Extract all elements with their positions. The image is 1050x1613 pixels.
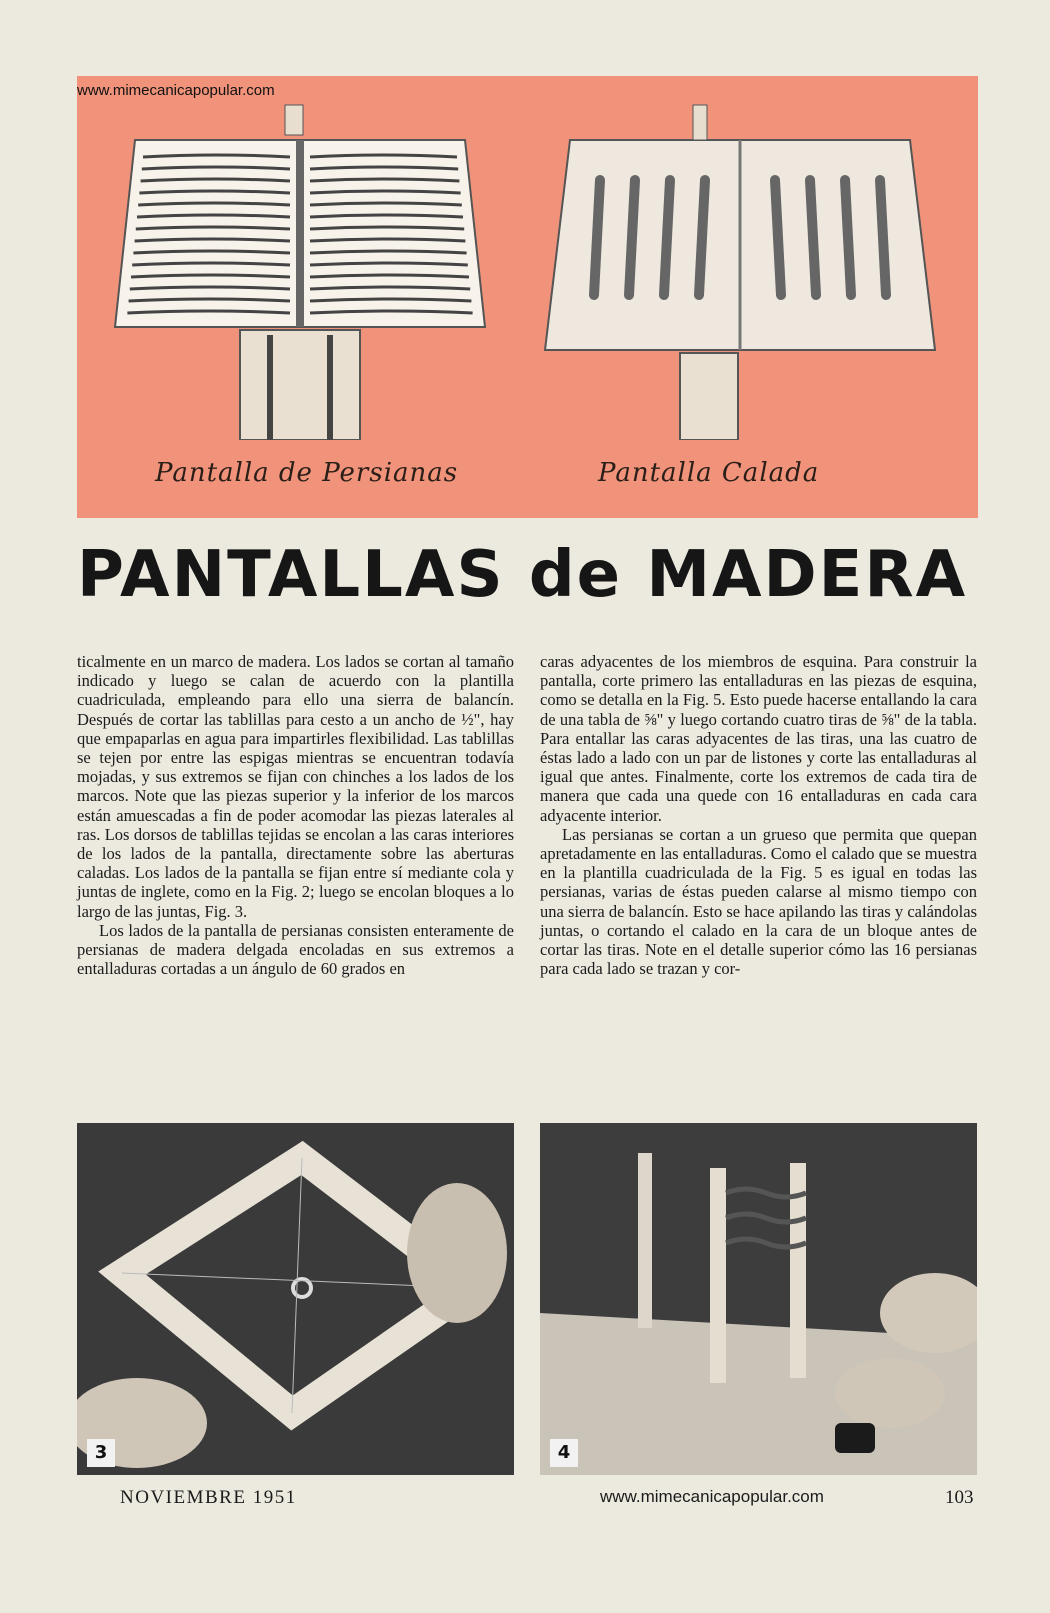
pierced-slot xyxy=(775,180,781,295)
page-number: 103 xyxy=(945,1487,974,1508)
text-column-left xyxy=(77,652,514,978)
pierced-slot xyxy=(699,180,705,295)
site-url-footer[interactable]: www.mimecanicapopular.com xyxy=(600,1487,824,1506)
photo-figure-4 xyxy=(540,1123,977,1475)
pierced-slot xyxy=(810,180,816,295)
figure-number-4: 4 xyxy=(550,1439,578,1467)
louvered-lamp-illustration xyxy=(95,95,515,440)
paragraph: caras adyacentes de los miembros de esquina. Para construir la pantalla, corte primero las entalladuras en las piezas de esquina, como se detalla en la Fig. 5. Esto puede hacerse entallando la cara de una tabla de ⅝" y luego cortando cuatro tiras de ⅝" de la tabla. Para entallar las caras adyacentes de las tiras, una las cuatro de éstas lado a lado con un par de listones y corte las entalladuras al igual que antes. Finalmente, corte los extremos de cada tira de manera que cada una quede con 16 entalladuras en cada cara adyacente interior. xyxy=(540,652,977,825)
article-title: PANTALLAS de MADERA xyxy=(77,538,968,612)
pierced-slot xyxy=(664,180,670,295)
pierced-slot xyxy=(629,180,635,295)
text-column-right xyxy=(540,652,977,978)
paragraph: Las persianas se cortan a un grueso que permita que quepan apretadamente en las entalladuras. Como el calado que se muestra en la plantilla cuadriculada de la Fig. 5 es igual en todas las persianas, varias de éstas pueden calarse al mismo tiempo con una sierra de balancín. Esto se hace apilando las tiras y calándolas juntas, o cortando el calado en la cara de un bloque antes de cortar las tiras. Note en el detalle superior cómo las 16 persianas para cada lado se trazan y cor- xyxy=(540,824,977,979)
pierced-lamp-illustration xyxy=(530,95,960,440)
pierced-slot xyxy=(594,180,600,295)
paragraph: Los lados de la pantalla de persianas consisten enteramente de persianas de madera delgada encoladas en sus extremos a entalladuras cortadas a un ángulo de 60 grados en xyxy=(77,920,514,979)
paragraph: ticalmente en un marco de madera. Los lados se cortan al tamaño indicado y luego se calan de acuerdo con la plantilla cuadriculada, empleando para ello una sierra de balancín. Después de cortar las tablillas para cesto a un ancho de ½", hay que empaparlas en agua para impartirles flexibilidad. Las tablillas se tejen por entre las espigas mientras se encuentran todavía mojadas, y sus extremos se fijan con chinches a los lados de los marcos. Note que las piezas superior y la inferior de los marcos están amuescadas a fin de poder acomodar las piezas laterales al ras. Los dorsos de tablillas tejidas se encolan a las caras interiores de los lados de la pantalla, directamente sobre las aberturas caladas. Los lados de la pantalla se fijan entre sí mediante cola y juntas de inglete, como en la Fig. 2; luego se encolan bloques a lo largo de las juntas, Fig. 3. xyxy=(77,652,514,921)
louvered-shade-caption: Pantalla de Persianas xyxy=(155,458,459,488)
pierced-slot xyxy=(845,180,851,295)
figure-number-3: 3 xyxy=(87,1439,115,1467)
pierced-shade-caption: Pantalla Calada xyxy=(598,458,820,488)
issue-date: NOVIEMBRE 1951 xyxy=(120,1487,297,1508)
pierced-slot xyxy=(880,180,886,295)
photo-figure-3 xyxy=(77,1123,514,1475)
site-url-header[interactable]: www.mimecanicapopular.com xyxy=(77,82,275,99)
